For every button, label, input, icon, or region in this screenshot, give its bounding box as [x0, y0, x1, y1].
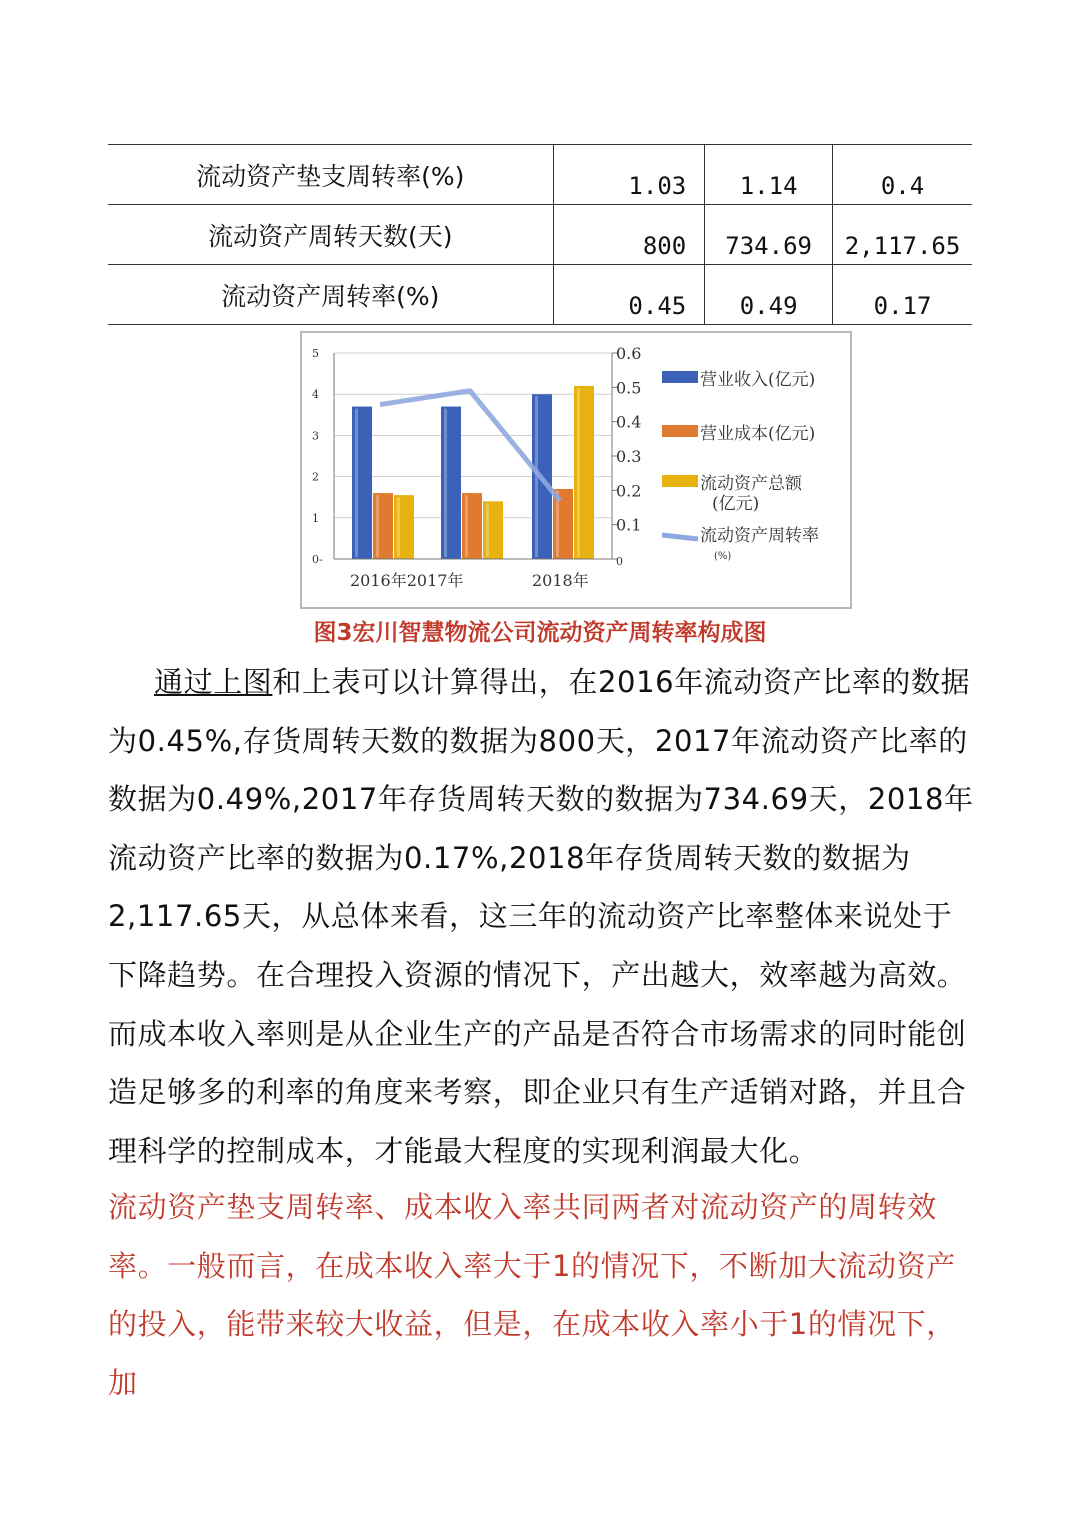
cell-2016: 1.03 [553, 145, 705, 205]
legend-swatch [662, 371, 698, 383]
y-tick-label: 2 [312, 470, 319, 484]
cell-2016: 800 [553, 205, 705, 265]
highlight-paragraph: 流动资产垫支周转率、成本收入率共同两者对流动资产的周转效率。一般而言，在成本收入率大于1的情况下，不断加大流动资产的投入，能带来较大收益，但是，在成本收入率小于1的情况下，加 [108, 1190, 956, 1400]
legend-label-line2: (亿元) [712, 494, 760, 514]
turnover-chart [300, 331, 852, 609]
legend-swatch [662, 475, 698, 487]
table-row [108, 205, 972, 265]
x-tick-label: 2016年2017年 [350, 571, 464, 590]
bar-highlight [444, 409, 447, 557]
paragraph-text: 和上表可以计算得出，在2016年流动资产比率的数据为0.45%,存货周转天数的数据为800天，2017年流动资产比率的数据为0.49%,2017年存货周转天数的数据为734.69天，2018年流动资产比率的数据为0.17%,2018年存货周转天数的数据为2,117.65天，从总体来看，这三年的流动资产比率整体来说处于下降趋势。在合理投入资源的情况下，产出越大，效率越为高效。而成本收入率则是从企业生产的产品是否符合市场需求的同时能创造足够多的利率的角度来考察，即企业只有生产适销对路，并且合理科学的控制成本，才能最大程度的实现利润最大化。 [108, 665, 974, 1168]
bar-highlight [376, 495, 379, 557]
row-label: 流动资产周转天数(天) [108, 205, 553, 265]
bar-highlight [465, 495, 468, 557]
ratio-table [108, 144, 972, 325]
cell-2018: 2,117.65 [833, 205, 972, 265]
cell-2018: 0.17 [833, 265, 972, 325]
table-row [108, 145, 972, 205]
figure-caption: 图3宏川智慧物流公司流动资产周转率构成图 [313, 620, 767, 646]
y-tick-label: 4 [312, 388, 319, 402]
bar-highlight [486, 503, 489, 557]
table-row [108, 265, 972, 325]
y2-tick-label: 0.4 [616, 412, 642, 432]
y-tick-label: 5 [312, 347, 319, 360]
bar-highlight [355, 409, 358, 557]
underlined-phrase: 通过上图 [154, 665, 273, 699]
legend-label: 营业成本(亿元) [700, 424, 816, 444]
body-paragraph [108, 653, 974, 1180]
row-label: 流动资产周转率(%) [108, 265, 553, 325]
y2-tick-label: 0.1 [616, 515, 642, 535]
legend-label: 营业收入(亿元) [700, 370, 816, 390]
y-tick-label: 3 [312, 429, 319, 443]
y-tick-label: 1 [312, 511, 319, 525]
bar-highlight [397, 497, 400, 557]
cell-2017: 0.49 [705, 265, 833, 325]
y2-tick-label: 0.5 [616, 378, 642, 398]
legend-swatch [662, 425, 698, 437]
y2-tick-label: 0.2 [616, 481, 642, 501]
legend-label: 流动资产周转率 [700, 526, 819, 546]
legend-label-line2: (%) [714, 551, 732, 562]
x-tick-label: 2018年 [532, 571, 589, 590]
row-label: 流动资产垫支周转率(%) [108, 145, 553, 205]
bar-highlight [577, 388, 580, 557]
y2-tick-label: 0.6 [616, 344, 642, 363]
y-tick-label: 0- [312, 553, 323, 566]
cell-2016: 0.45 [553, 265, 705, 325]
cell-2017: 734.69 [705, 205, 833, 265]
cell-2018: 0.4 [833, 145, 972, 205]
y2-tick-label: 0 [616, 555, 623, 568]
y2-tick-label: 0.3 [616, 447, 642, 466]
cell-2017: 1.14 [705, 145, 833, 205]
legend-label: 流动资产总额 [700, 474, 802, 494]
